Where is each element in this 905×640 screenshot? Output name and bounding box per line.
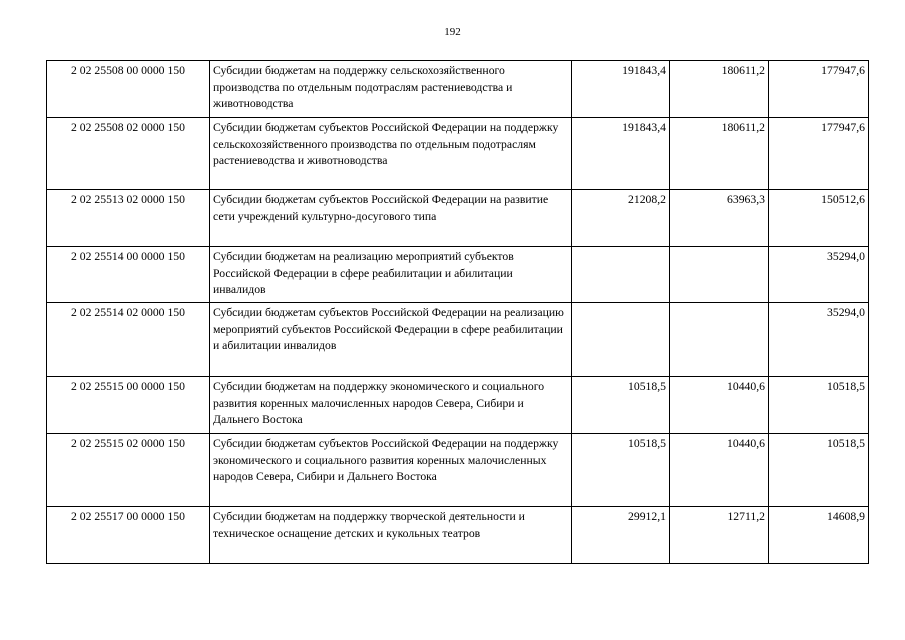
amount-col-3: 10518,5 (769, 377, 869, 434)
amount-col-3: 10518,5 (769, 434, 869, 507)
budget-code: 2 02 25515 00 0000 150 (47, 377, 210, 434)
budget-code: 2 02 25514 00 0000 150 (47, 247, 210, 303)
budget-code: 2 02 25508 02 0000 150 (47, 118, 210, 190)
amount-col-1 (572, 247, 670, 303)
amount-col-2 (670, 247, 769, 303)
budget-code: 2 02 25517 00 0000 150 (47, 507, 210, 564)
budget-item-name: Субсидии бюджетам на реализацию мероприятий субъектов Российской Федерации в сфере реабилитации и абилитации инвалидов (210, 247, 572, 303)
amount-col-2: 12711,2 (670, 507, 769, 564)
budget-code: 2 02 25514 02 0000 150 (47, 303, 210, 377)
budget-item-name: Субсидии бюджетам субъектов Российской Федерации на поддержку сельскохозяйственного производства по отдельным подотраслям растениеводства и животноводства (210, 118, 572, 190)
budget-item-name: Субсидии бюджетам субъектов Российской Федерации на поддержку экономического и социального развития коренных малочисленных народов Севера, Сибири и Дальнего Востока (210, 434, 572, 507)
amount-col-3: 35294,0 (769, 247, 869, 303)
amount-col-2: 63963,3 (670, 190, 769, 247)
amount-col-1: 191843,4 (572, 61, 670, 118)
amount-col-2: 180611,2 (670, 61, 769, 118)
amount-col-2: 10440,6 (670, 434, 769, 507)
table-row (47, 247, 869, 303)
budget-code: 2 02 25508 00 0000 150 (47, 61, 210, 118)
amount-col-1: 191843,4 (572, 118, 670, 190)
amount-col-2: 180611,2 (670, 118, 769, 190)
table-row (47, 118, 869, 190)
table-row (47, 303, 869, 377)
budget-item-name: Субсидии бюджетам на поддержку творческой деятельности и техническое оснащение детских и кукольных театров (210, 507, 572, 564)
table-row (47, 190, 869, 247)
amount-col-2: 10440,6 (670, 377, 769, 434)
amount-col-3: 177947,6 (769, 118, 869, 190)
amount-col-3: 35294,0 (769, 303, 869, 377)
budget-item-name: Субсидии бюджетам субъектов Российской Федерации на развитие сети учреждений культурно-досугового типа (210, 190, 572, 247)
amount-col-1 (572, 303, 670, 377)
table-row (47, 434, 869, 507)
amount-col-3: 177947,6 (769, 61, 869, 118)
amount-col-3: 150512,6 (769, 190, 869, 247)
table-row (47, 507, 869, 564)
budget-code: 2 02 25515 02 0000 150 (47, 434, 210, 507)
amount-col-1: 10518,5 (572, 377, 670, 434)
amount-col-3: 14608,9 (769, 507, 869, 564)
budget-table (46, 60, 869, 564)
budget-code: 2 02 25513 02 0000 150 (47, 190, 210, 247)
budget-item-name: Субсидии бюджетам субъектов Российской Федерации на реализацию мероприятий субъектов Российской Федерации в сфере реабилитации и абилитации инвалидов (210, 303, 572, 377)
budget-item-name: Субсидии бюджетам на поддержку экономического и социального развития коренных малочисленных народов Севера, Сибири и Дальнего Востока (210, 377, 572, 434)
amount-col-1: 10518,5 (572, 434, 670, 507)
amount-col-2 (670, 303, 769, 377)
budget-item-name: Субсидии бюджетам на поддержку сельскохозяйственного производства по отдельным подотраслям растениеводства и животноводства (210, 61, 572, 118)
table-row (47, 377, 869, 434)
amount-col-1: 29912,1 (572, 507, 670, 564)
amount-col-1: 21208,2 (572, 190, 670, 247)
table-row (47, 61, 869, 118)
page-number: 192 (444, 26, 461, 38)
